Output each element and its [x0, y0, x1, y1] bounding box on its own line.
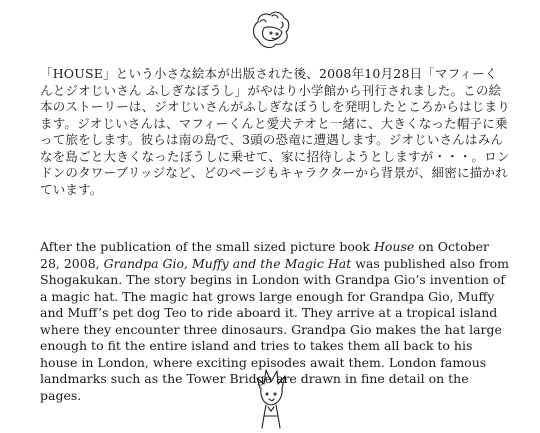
book-title: Grandpa Gio, Muffy and the Magic Hat: [103, 255, 352, 271]
english-text-part1: After the publication of the small sized picture book: [40, 239, 374, 254]
japanese-paragraph: 「HOUSE」という小さな絵本が出版された後、2008年10月28日「マフィーくんとジオじいさん ふしぎなぼうし」がやはり小学館から刊行されました。この絵本のストーリーは、ジオじいさんがふしぎなぼうしを発明したところからはじまります。ジオじいさんは、マフィーくんと愛犬テオと一緒に、大きくなった帽子に乗って旅をします。彼らは南の島で、3頭の恐竜に遭遇します。ジオじいさんはみんなを島ごと大きくなったぼうしに乗せて、家に招待しようとしますが・・・。ロンドンのタワーブリッジなど、どのページもキャラクターから背景が、細密に描かれています。: [40, 66, 510, 197]
character-sketch-icon: [252, 366, 290, 430]
english-text-part2: on October 28, 2008,: [40, 239, 489, 271]
boy-face-sketch-icon: [244, 6, 296, 58]
house-title: House: [373, 239, 415, 254]
english-text-part3: was published also from Shogakukan. The story begins in London with Grandpa Gio’s invention of a magic hat. The magic hat grows large enough for Grandpa Gio, Muffy and Muff’s pet dog Teo to ride aboard it. They arrive at a tropical island where they encounter three dinosaurs. Grandpa Gio makes the hat large enough to fit the entire island and tries to takes them all back to his house in London, where exciting episodes await them. London famous landmarks such as the Tower Bridge are drawn in fine detail on the pages.: [40, 255, 509, 403]
